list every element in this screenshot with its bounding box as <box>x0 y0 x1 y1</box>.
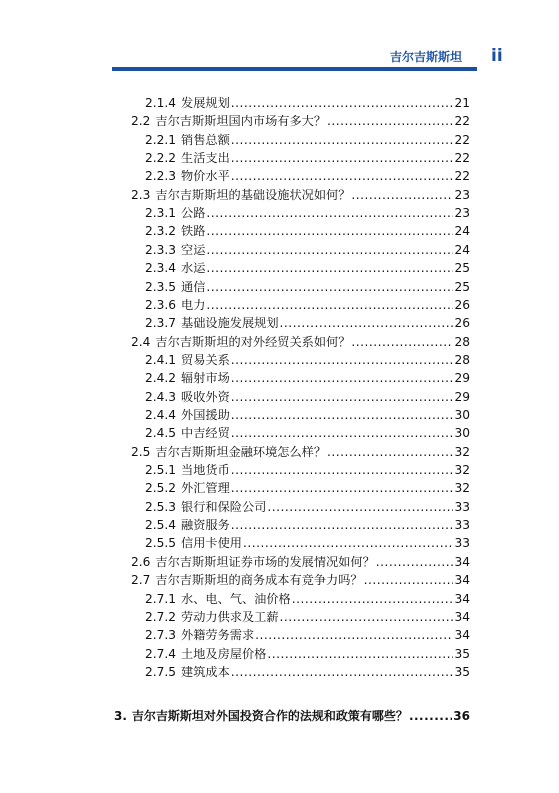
toc-entry-number: 2.3.7 <box>145 316 177 331</box>
toc-entry-title: 吉尔吉斯斯坦的对外经贸关系如何？ <box>155 334 351 349</box>
toc-entry[interactable] <box>145 608 470 626</box>
toc-leader-dots <box>231 94 454 112</box>
toc-leader-dots <box>267 645 453 663</box>
toc-entry[interactable] <box>145 204 470 222</box>
toc-entry-number: 2.4.3 <box>145 389 177 404</box>
toc-entry-number: 2.5 <box>131 444 151 459</box>
toc-leader-dots <box>327 112 453 130</box>
toc-entry-number: 3. <box>114 709 127 724</box>
toc-entry-page: 26 <box>454 316 470 331</box>
toc-entry[interactable] <box>145 424 470 442</box>
toc-entry-title: 融资服务 <box>181 518 230 533</box>
toc-leader-dots <box>206 259 453 277</box>
toc-entry[interactable] <box>145 259 470 277</box>
toc-leader-dots <box>292 590 454 608</box>
toc-leader-dots <box>267 498 453 516</box>
toc-leader-dots <box>231 516 454 534</box>
toc-entry-title: 劳动力供求及工薪 <box>181 609 279 624</box>
toc-entry[interactable] <box>145 498 470 516</box>
toc-entry[interactable] <box>145 296 470 314</box>
toc-entry-page: 22 <box>454 132 470 147</box>
toc-entry-title: 基础设施发展规划 <box>181 316 279 331</box>
toc-entry[interactable] <box>131 333 470 351</box>
toc-entry[interactable] <box>131 112 470 130</box>
toc-entry-number: 2.7.3 <box>145 628 177 643</box>
toc-leader-dots <box>231 131 454 149</box>
toc-entry[interactable] <box>145 241 470 259</box>
toc-entry[interactable] <box>145 534 470 552</box>
toc-entry-page: 24 <box>454 224 470 239</box>
toc-entry-number: 2.5.5 <box>145 536 177 551</box>
toc-entry-number: 2.3.2 <box>145 224 177 239</box>
toc-entry-title: 银行和保险公司 <box>181 499 267 514</box>
toc-entry-title: 外籍劳务需求 <box>181 628 255 643</box>
toc-entry-title: 外汇管理 <box>181 481 230 496</box>
toc-entry-page: 29 <box>454 371 470 386</box>
toc-entry-number: 2.4.5 <box>145 426 177 441</box>
toc-entry-title: 吉尔吉斯斯坦金融环境怎么样？ <box>155 444 327 459</box>
toc-leader-dots <box>409 707 452 725</box>
toc-entry-page: 34 <box>454 573 470 588</box>
toc-entry[interactable] <box>145 131 470 149</box>
toc-entry-title: 外国援助 <box>181 408 230 422</box>
toc-entry-page: 22 <box>454 151 470 166</box>
toc-leader-dots <box>206 241 453 259</box>
toc-entry-page: 30 <box>454 426 470 441</box>
toc-entry-number: 2.5.3 <box>145 499 177 514</box>
toc-entry-number: 2.4.2 <box>145 371 177 386</box>
toc-leader-dots <box>255 626 453 644</box>
toc-leader-dots <box>376 553 454 571</box>
toc-entry-page: 22 <box>454 114 470 129</box>
toc-entry-page: 22 <box>454 169 470 184</box>
toc-entry-title: 水运 <box>181 261 206 276</box>
header-rule <box>112 67 477 71</box>
toc-entry-title: 电力 <box>181 297 206 312</box>
toc-entry-number: 2.3 <box>131 187 151 202</box>
toc-entry-page: 25 <box>454 261 470 276</box>
toc-entry[interactable] <box>145 167 470 185</box>
toc-entry-number: 2.3.1 <box>145 206 177 221</box>
toc-entry[interactable] <box>145 516 470 534</box>
toc-entry-title: 空运 <box>181 242 206 257</box>
page-number: ii <box>491 46 503 66</box>
toc-leader-dots <box>206 222 453 240</box>
toc-entry[interactable] <box>145 222 470 240</box>
toc-entry[interactable] <box>131 186 470 204</box>
toc-entry-page: 28 <box>454 352 470 367</box>
toc-entry-page: 24 <box>454 242 470 257</box>
toc-entry[interactable] <box>145 388 470 406</box>
toc-entry-page: 32 <box>454 481 470 496</box>
toc-entry-number: 2.7 <box>131 573 151 588</box>
toc-entry[interactable] <box>145 645 470 663</box>
toc-entry[interactable] <box>145 461 470 479</box>
toc-entry-page: 35 <box>454 646 470 661</box>
toc-entry-number: 2.3.6 <box>145 297 177 312</box>
toc-entry-number: 2.2 <box>131 114 151 129</box>
toc-entry-title: 发展规划 <box>181 96 230 110</box>
toc-entry-number: 2.3.5 <box>145 279 177 294</box>
toc-entry[interactable] <box>131 553 470 571</box>
toc-entry-number: 2.4 <box>131 334 151 349</box>
toc-leader-dots <box>243 534 454 552</box>
toc-entry-title: 贸易关系 <box>181 352 230 367</box>
toc-entry-page: 26 <box>454 297 470 312</box>
toc-leader-dots <box>280 314 454 332</box>
toc-entry-number: 2.3.3 <box>145 242 177 257</box>
toc-leader-dots <box>364 571 454 589</box>
toc-entry[interactable] <box>145 94 470 112</box>
toc-leader-dots <box>231 388 454 406</box>
toc-entry-number: 2.2.3 <box>145 169 177 184</box>
toc-entry-title: 吉尔吉斯斯坦国内市场有多大？ <box>155 114 327 129</box>
toc-entry[interactable] <box>145 369 470 387</box>
toc-entry[interactable] <box>145 590 470 608</box>
toc-leader-dots <box>231 149 454 167</box>
toc-entry-page: 23 <box>454 206 470 221</box>
toc-leader-dots <box>231 406 454 424</box>
toc-entry[interactable] <box>145 278 470 296</box>
toc-entry-title: 建筑成本 <box>181 664 230 679</box>
toc-leader-dots <box>231 479 454 497</box>
toc-entry[interactable] <box>145 663 470 681</box>
toc-leader-dots <box>231 351 454 369</box>
toc-leader-dots <box>206 296 453 314</box>
toc-entry[interactable] <box>145 406 470 424</box>
toc-entry-page: 35 <box>454 664 470 679</box>
toc-entry-page: 34 <box>454 591 470 606</box>
toc-entry-number: 2.4.1 <box>145 352 177 367</box>
toc-entry-number: 2.2.1 <box>145 132 177 147</box>
toc-entry-page: 34 <box>454 554 470 569</box>
toc-entry-number: 2.3.4 <box>145 261 177 276</box>
toc-entry-title: 土地及房屋价格 <box>181 646 267 661</box>
toc-entry[interactable] <box>145 351 470 369</box>
toc-entry-title: 吉尔吉斯斯坦对外国投资合作的法规和政策有哪些？ <box>131 709 408 724</box>
toc-leader-dots <box>280 608 454 626</box>
toc-leader-dots <box>206 278 453 296</box>
toc-entry[interactable] <box>145 479 470 497</box>
toc-entry-page: 36 <box>453 709 470 724</box>
toc-entry-title: 当地货币 <box>181 463 230 477</box>
toc-entry-number: 2.5.1 <box>145 463 177 477</box>
toc-entry-title: 通信 <box>181 279 206 294</box>
toc-entry-page: 25 <box>454 279 470 294</box>
toc-entry-number: 2.5.4 <box>145 518 177 533</box>
toc-entry-page: 33 <box>454 536 470 551</box>
toc-entry-number: 2.7.5 <box>145 664 177 679</box>
toc-entry-title: 辐射市场 <box>181 371 230 386</box>
toc-entry-number: 2.5.2 <box>145 481 177 496</box>
toc-entry[interactable] <box>131 571 470 589</box>
toc-entry-page: 23 <box>454 187 470 202</box>
toc-entry-title: 吉尔吉斯斯坦的基础设施状况如何？ <box>155 187 351 202</box>
toc-entry-title: 销售总额 <box>181 132 230 147</box>
toc-leader-dots <box>231 369 454 387</box>
toc-entry-title: 信用卡使用 <box>181 536 242 551</box>
toc-entry-number: 2.7.2 <box>145 609 177 624</box>
toc-entry-page: 21 <box>454 96 470 110</box>
toc-entry-page: 32 <box>454 463 470 477</box>
toc-entry-page: 32 <box>454 444 470 459</box>
toc-entry-title: 物价水平 <box>181 169 230 184</box>
toc-entry-page: 28 <box>454 334 470 349</box>
running-header-title: 吉尔吉斯斯坦 <box>390 50 463 64</box>
toc-entry-number: 2.7.4 <box>145 646 177 661</box>
toc-entry-page: 30 <box>454 408 470 422</box>
toc-entry-page: 29 <box>454 389 470 404</box>
toc-entry-page: 33 <box>454 518 470 533</box>
toc-leader-dots <box>231 461 454 479</box>
toc-entry[interactable] <box>114 707 470 725</box>
toc-entry-number: 2.4.4 <box>145 408 177 422</box>
toc-entry-number: 2.2.2 <box>145 151 177 166</box>
toc-entry-number: 2.7.1 <box>145 591 177 606</box>
toc-entry-page: 34 <box>454 609 470 624</box>
toc-leader-dots <box>351 186 453 204</box>
toc-entry[interactable] <box>145 314 470 332</box>
toc-entry-number: 2.1.4 <box>145 96 177 110</box>
toc-entry-title: 吉尔吉斯斯坦证券市场的发展情况如何？ <box>155 554 375 569</box>
toc-entry-title: 水、电、气、油价格 <box>181 591 291 606</box>
toc-entry-title: 生活支出 <box>181 151 230 166</box>
toc-leader-dots <box>231 167 454 185</box>
toc-entry[interactable] <box>145 149 470 167</box>
toc-leader-dots <box>231 424 454 442</box>
toc-entry-title: 公路 <box>181 206 206 221</box>
toc-leader-dots <box>231 663 454 681</box>
toc-entry-title: 吉尔吉斯斯坦的商务成本有竞争力吗？ <box>155 573 363 588</box>
toc-leader-dots <box>327 443 453 461</box>
toc-entry[interactable] <box>145 626 470 644</box>
toc-entry-title: 吸收外资 <box>181 389 230 404</box>
toc-leader-dots <box>206 204 453 222</box>
toc-entry[interactable] <box>131 443 470 461</box>
toc-entry-number: 2.6 <box>131 554 151 569</box>
toc-leader-dots <box>351 333 453 351</box>
toc-entry-page: 34 <box>454 628 470 643</box>
toc-entry-page: 33 <box>454 499 470 514</box>
toc-entry-title: 中吉经贸 <box>181 426 230 441</box>
toc-entry-title: 铁路 <box>181 224 206 239</box>
